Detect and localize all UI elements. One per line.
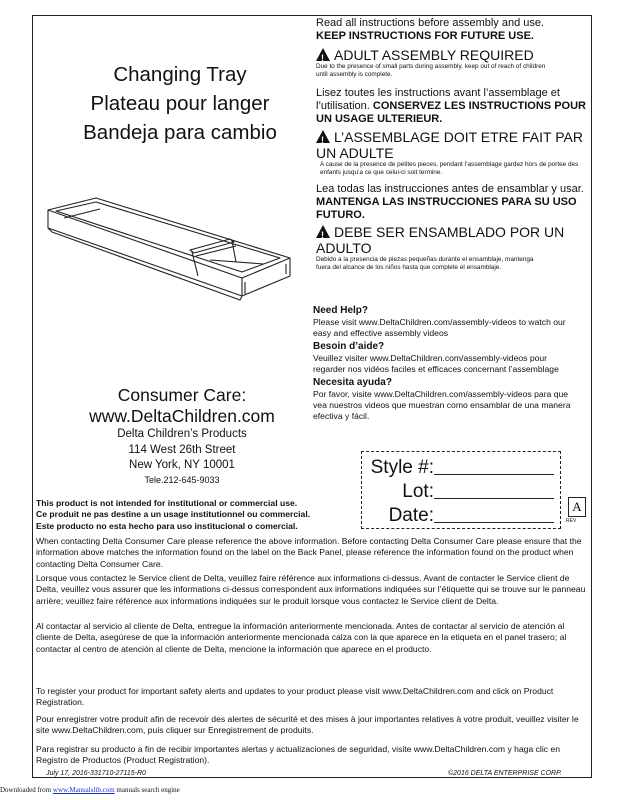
company-street: 114 West 26th Street: [128, 443, 236, 456]
product-title: [44, 60, 316, 147]
read-instructions-fr: Lisez toutes les instructions avant l’assemblage et l’utilisation. CONSERVEZ LES INSTRUCTIONS POUR UN USAGE ULTERIEUR.: [316, 87, 586, 125]
paragraph-contact-fr: Lorsque vous contactez le Service client de Delta, veuillez faire référence aux informations ci-dessus. Avant de contacter le Service client de Delta, veuillez vous assurer que les informations ci-dessus correspondent aux informations indiquées sur l’étiquette qui se trouve sur le panneau arrière; veuillez faire référence aux informations indiquées sur le produit lorsque vous contactez le Service client de Delta.: [36, 573, 586, 606]
copyright: ©2016 DELTA ENTERPRISE CORP.: [448, 770, 562, 777]
notice-en: This product is not intended for institutional or commercial use.: [36, 498, 298, 508]
help-title-fr: Besoin d’aide?: [313, 341, 385, 352]
read-instructions-en: Read all instructions before assembly and use.: [316, 17, 545, 29]
adult-assembly-en: !ADULT ASSEMBLY REQUIRED: [316, 47, 591, 63]
help-text-es: Por favor, visite www.DeltaChildren.com/assembly-videos para que vea nuestros videos que muestran como ensamblar de una manera efectiva y fácil.: [313, 389, 571, 421]
title-es: Bandeja para cambio: [83, 121, 277, 144]
company-name: Delta Children’s Products: [117, 428, 247, 440]
paragraph-contact-en: When contacting Delta Consumer Care please reference the above information. Before contacting Delta Consumer Care please ensure that the information above matches the information found on the label on the Back Panel, please reference the information found on the product when contacting Delta Consumer Care.: [36, 536, 582, 569]
title-en: Changing Tray: [113, 63, 247, 86]
help-block: [313, 305, 581, 422]
manualslib-link[interactable]: www.Manualslib.com: [52, 786, 115, 794]
title-fr: Plateau pour langer: [90, 92, 270, 115]
help-text-fr: Veuillez visiter www.DeltaChildren.com/assembly-videos pour regarder nos vidéos faciles et efficaces concernant l’assemblage: [313, 353, 559, 374]
date-field: Date:: [389, 504, 554, 527]
adult-assembly-note-fr: A cause de la presence de petites pieces, pendant l’assemblage gardez hors de portee des enfants jusqu’a ce que celui-ci soit termine.: [320, 161, 579, 176]
keep-instructions-en: KEEP INSTRUCTIONS FOR FUTURE USE.: [316, 30, 534, 42]
revision-letter: A: [568, 497, 586, 517]
company-tel: Tele.212-645-9033: [144, 474, 220, 485]
company-city: New York, NY 10001: [129, 459, 235, 471]
instructions-block: [316, 17, 591, 272]
paragraph-contact-es: Al contactar al servicio al cliente de Delta, entregue la información anteriormente mencionada. Antes de contactar al servicio de atención al cliente de Delta, asegúrese de que la información anteriormente mencionada calza con la que aparece en la etiqueta en el panel trasero; al contactar al centro de atención al cliente de Delta, mencione la información que aparece en el producto.: [36, 621, 567, 654]
product-id-box: [361, 451, 561, 529]
adult-assembly-note-en: Due to the presence of small parts during assembly, keep out of reach of children until assembly is complete.: [316, 63, 546, 78]
revision-label: REV: [566, 518, 577, 524]
consumer-care-block: [66, 385, 298, 487]
help-title-en: Need Help?: [313, 305, 369, 316]
consumer-care-heading: Consumer Care:: [117, 385, 247, 405]
help-text-en: Please visit www.DeltaChildren.com/assembly-videos to watch our easy and effective assembly videos: [313, 317, 566, 338]
date-code: July 17, 2016-331710-27115-R0: [46, 770, 146, 777]
paragraph-register-en: To register your product for important safety alerts and updates to your product please visit www.DeltaChildren.com and click on Product Registration.: [36, 686, 554, 708]
paragraph-register-es: Para registrar su producto a fin de recibir importantes alertas y actualizaciones de seguridad, visite www.DeltaChildren.com y haga clic en Registro de Productos (Product Registration).: [36, 744, 560, 766]
notice-fr: Ce produit ne pas destine a un usage institutionnel ou commercial.: [36, 509, 311, 520]
changing-tray-illustration: [40, 196, 300, 344]
paragraph-register-fr: Pour enregistrer votre produit afin de recevoir des alertes de sécurité et des mises à jour importantes relatives à votre produit, veuillez visiter le site www.DeltaChildren.com, puis cliquer sur Enregistrement de produits.: [36, 714, 579, 736]
help-title-es: Necesita ayuda?: [313, 377, 392, 388]
style-field: Style #:: [371, 456, 554, 479]
consumer-care-website: www.DeltaChildren.com: [89, 406, 275, 426]
warning-icon: [316, 225, 330, 238]
adult-assembly-note-es: Debido a la presencia de piezas pequeñas durante el ensamblaje, mantenga fuera del alcance de los niños hasta que complete el ensamblaje.: [316, 256, 534, 271]
not-institutional-notice: [36, 498, 366, 532]
adult-assembly-fr: !L’ASSEMBLAGE DOIT ETRE FAIT PAR UN ADULTE: [316, 129, 591, 161]
warning-icon: [316, 48, 330, 61]
lot-field: Lot:: [402, 480, 554, 503]
warning-icon: [316, 130, 330, 143]
notice-es: Este producto no esta hecho para uso institucional o comercial.: [36, 520, 298, 531]
adult-assembly-es: !DEBE SER ENSAMBLADO POR UN ADULTO: [316, 224, 591, 256]
download-source: Downloaded from www.Manualslib.com manuals search engine: [0, 786, 180, 794]
read-instructions-es: Lea todas las instrucciones antes de ensamblar y usar. MANTENGA LAS INSTRUCCIONES PARA SU USO FUTURO.: [316, 183, 584, 221]
